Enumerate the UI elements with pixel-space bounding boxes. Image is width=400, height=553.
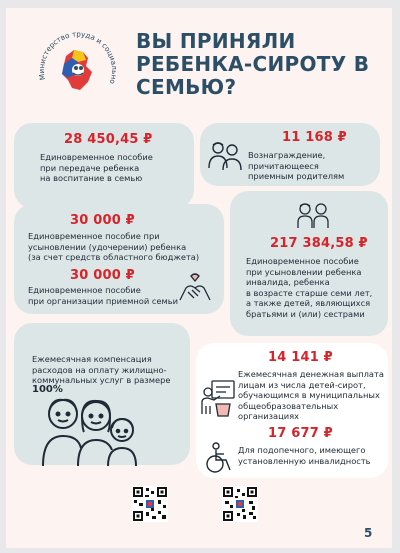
amount-b6: 100% xyxy=(32,384,63,395)
amount-b3: 30 000 ₽ xyxy=(70,213,135,228)
children-icon xyxy=(294,200,332,230)
org-name-arc: Министерство труда и социально xyxy=(36,29,120,86)
amount-b4: 30 000 ₽ xyxy=(70,268,135,283)
family-icon xyxy=(38,392,140,466)
amount-b7: 14 141 ₽ xyxy=(268,350,333,365)
wheelchair-icon xyxy=(204,442,234,474)
emblem-icon xyxy=(28,20,128,120)
desc-b7: Ежемесячная денежная выплата лицам из числа детей-сирот, обучающимся в муниципальных общеобразовательных организациях xyxy=(238,369,384,421)
desc-b5: Единовременное пособие при усыновлении ребенка инвалида, ребенка в возрасте старше семи лет, а также детей, являющихся братьями и (или) сестрами xyxy=(246,256,373,319)
helping-hands-icon xyxy=(176,270,214,304)
desc-b6: Ежемесячная компенсация расходов на оплату жилищно- коммунальных услуг в размере xyxy=(32,354,171,385)
page xyxy=(6,8,392,548)
teacher-icon xyxy=(200,378,236,418)
desc-b4: Единовременное пособие при организации приемной семьи xyxy=(28,285,179,306)
desc-b3: Единовременное пособие при усыновлении (удочерении) ребенка (за счет средств областного бюджета) xyxy=(28,231,200,262)
page-number: 5 xyxy=(364,526,373,540)
qr-code-icon[interactable] xyxy=(222,486,258,522)
page-title: ВЫ ПРИНЯЛИ РЕБЕНКА-СИРОТУ В СЕМЬЮ? xyxy=(136,29,370,99)
amount-b1: 28 450,45 ₽ xyxy=(64,132,153,147)
amount-b5: 217 384,58 ₽ xyxy=(270,236,368,251)
amount-b8: 17 677 ₽ xyxy=(268,426,333,441)
parents-icon xyxy=(206,140,244,174)
amount-b2: 11 168 ₽ xyxy=(282,130,347,145)
desc-b2: Вознаграждение, причитающееся приемным родителям xyxy=(248,150,345,181)
desc-b1: Единовременное пособие при передаче ребенка на воспитание в семью xyxy=(40,152,153,183)
desc-b8: Для подопечного, имеющего установленную инвалидность xyxy=(238,445,371,466)
qr-code-icon[interactable] xyxy=(132,486,168,522)
